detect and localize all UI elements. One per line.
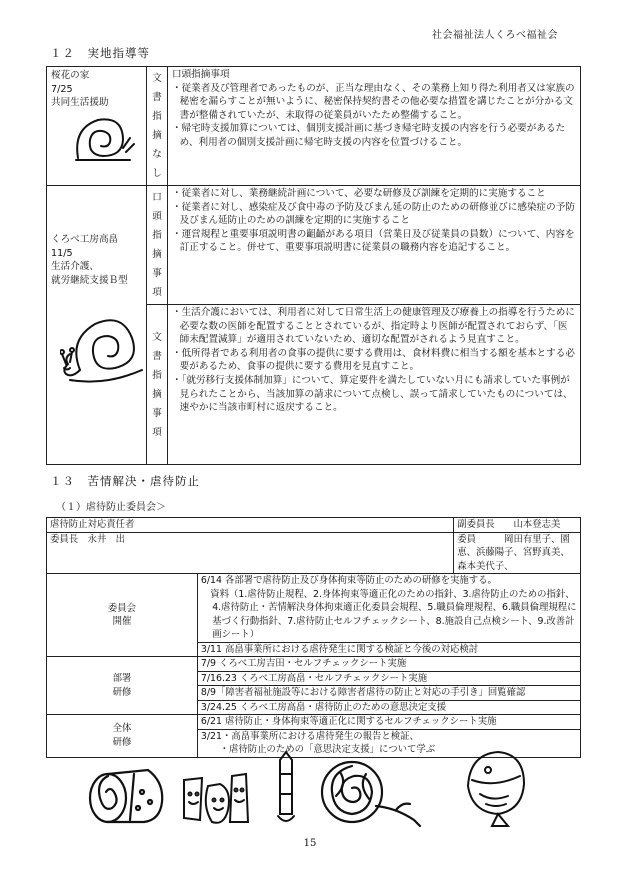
finding-item: ・従業者に対し、感染症及び食中毒の予防及びまん延の防止のための研修並びに感染症の予防及びまん延防止のための訓練を定期的に実施すること [172,201,575,227]
role-row [47,532,581,574]
finding-item: ・従業者に対し、業務継続計画について、必要な研修及び訓練を定期的に実施すること [172,188,546,199]
inspection-date: 7/25 [51,83,73,95]
findings-cell [168,67,581,186]
role-left: 委員長 永井 出 [47,532,454,574]
dept-training-row [47,657,581,672]
facility-name: 桜花の家 [51,70,90,81]
role-right: 委員 岡田有里子、園 恵、浜藤陽子、宮野真美、森本美代子、 [454,532,581,574]
section-13-title: １３ 苦情解決・虐待防止 [50,474,200,488]
committee-row [47,574,581,643]
snail-drawing-icon [68,108,138,168]
activity-cell: 7/16.23 くろべ工房高畠・セルフチェックシート実施 [197,671,580,686]
finding-item: ・低所得者である利用者の食事の提供に要する費用は、食材料費に相当する額を基本とする必要があるため、食事の提供に要する費用を見直すこと。 [172,347,575,373]
food-faces-drawing-icon [178,760,258,830]
activity-cell: 3/21・高畠事業所における虐待発生の報告と検証、 ・虐待防止のための「意思決定支援」について学ぶ [197,729,580,757]
finding-item: ・生活介護においては、利用者に対して日常生活上の健康管理及び療養上の指導を行うために必要な数の医師を配置することとされているが、指定時より医師が配置されておらず、「医師未配置減算」が適用されていないため、適切な配置がされるよう見直すこと。 [172,307,575,346]
pencil-drawing-icon [270,750,306,830]
findings-cell [168,186,581,305]
finding-item: ・運営規程と重要事項説明書の齟齬がある項目（営業日及び従業員の員数）について、内容を訂正すること。併せて、重要事項説明書に従業員の職務内容を追記すること。 [172,228,575,254]
group-label: 委員会 開催 [47,574,198,657]
organization-name: 社会福祉法人くろべ福祉会 [432,30,558,41]
activity-cell: 7/9 くろべ工房吉田・セルフチェックシート実施 [197,657,580,672]
section-12-title: １２ 実地指導等 [50,46,150,60]
role-right: 副委員長 山本登志美 [454,518,581,533]
snail-drawing-icon [60,300,148,390]
vertical-label: 口 頭 指 摘 事 項 [147,186,168,305]
fish-drawing-icon [458,746,532,830]
vertical-label: 文 書 指 摘 な し [147,67,168,186]
facility-name: くろべ工房高畠 [51,234,119,245]
service-type: 共同生活援助 [51,97,109,109]
service-type: 就労継続支援Ｂ型 [51,274,128,286]
service-type: 生活介護、 [51,261,99,273]
findings-cell [168,305,581,465]
roll-cake-drawing-icon [86,762,166,828]
role-left: 虐待防止対応責任者 [47,518,454,533]
group-label: 全体 研修 [47,715,198,758]
abuse-prevention-table [46,517,581,758]
facility-row-takabatake-oral [47,186,581,305]
role-row [47,518,581,533]
finding-item: ・帰宅時支援加算については、個別支援計画に基づき帰宅時支援の内容を行う必要があるため、利用者の個別支援計画に帰宅時支援の内容を位置づけること。 [172,123,566,148]
findings-heading: 口頭指摘事項 [172,69,230,80]
vertical-label: 文 書 指 摘 事 項 [147,305,168,465]
group-label: 部署 研修 [47,657,198,715]
activity-cell: 3/24.25 くろべ工房高畠・虐待防止のための意思決定支援 [197,700,580,715]
finding-item: ・従業者及び管理者であったものが、正当な理由なく、その業務上知り得た利用者又は家族の秘密を漏らすことが無いように、秘密保持契約書その他必要な措置を講じたことが分かる文書が整備されていたが、未取得の従業員がいたため整備すること。 [172,82,575,121]
page-number: 15 [303,838,317,849]
rose-drawing-icon [316,756,428,830]
activity-cell: 8/9「障害者福祉施設等における障害者虐待の防止と対応の手引き」回覧確認 [197,686,580,701]
all-staff-training-row [47,715,581,730]
inspection-date: 11/5 [51,247,73,259]
activity-cell: 6/21 虐待防止・身体拘束等適正化に関するセルフチェックシート実施 [197,715,580,730]
finding-item: ・「就労移行支援体制加算」について、算定要件を満たしていない月にも請求していた事例が見られたことから、当該加算の請求について点検し、誤って請求していたものについては、速やかに当該市町村に返戻すること。 [172,374,573,414]
activity-cell: 3/11 高畠事業所における虐待発生に関する検証と今後の対応検討 [197,642,580,657]
committee-subtitle: （１）虐待防止委員会＞ [56,502,166,513]
activity-cell: 6/14 各部署で虐待防止及び身体拘束等防止のための研修を実施する。 資料（1.虐待防止規程、2.身体拘束等適正化のための指針、3.虐待防止のための指針、4.虐待防止・苦情解決身体拘束適正化委員会規程、5.職員倫理規程、6.職員倫理規程に基づく行動指針、7.虐待防止セルフチェックシート、8.施設自己点検シート、9.改善計画シート） [197,574,580,643]
